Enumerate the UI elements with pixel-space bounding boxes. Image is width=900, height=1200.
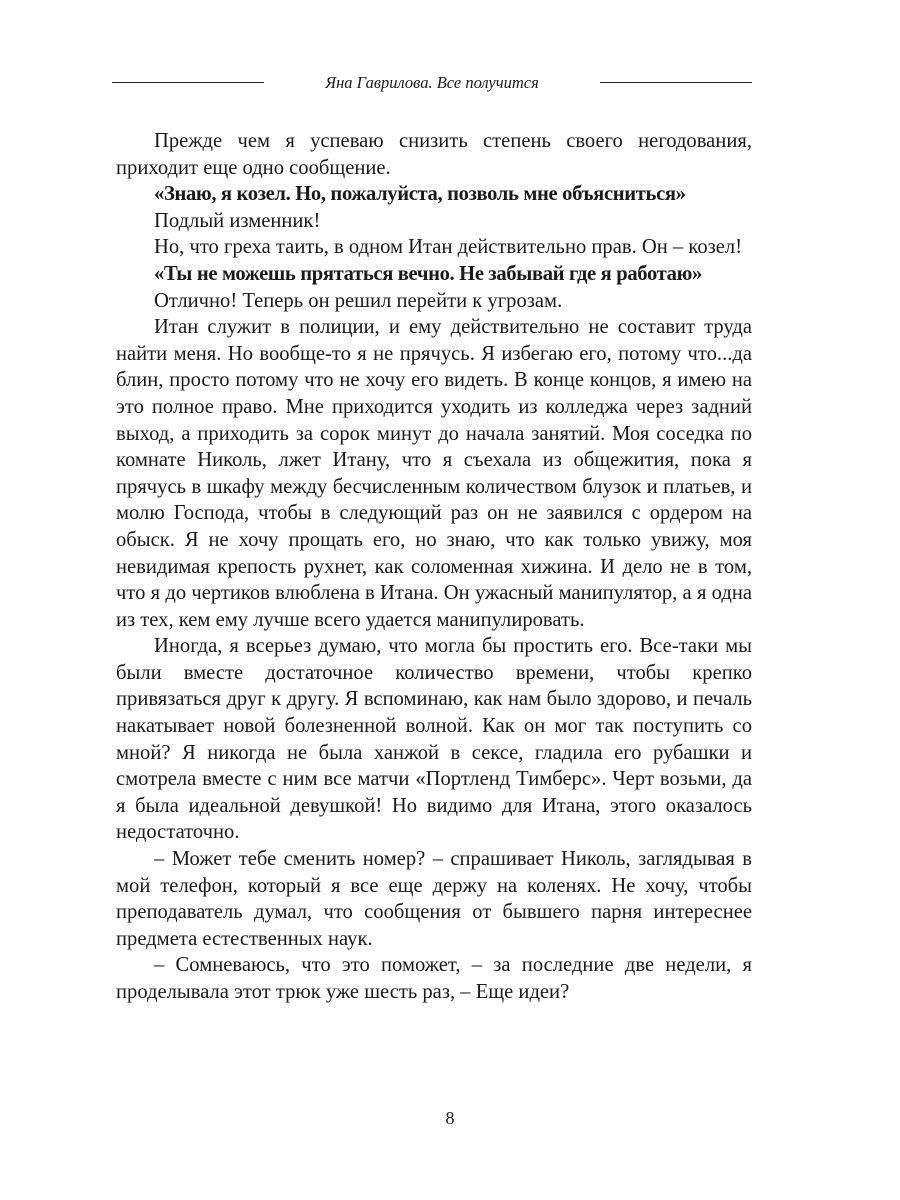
paragraph: Но, что греха таить, в одном Итан действительно прав. Он – козел! xyxy=(154,236,743,259)
paragraph: Итан служит в полиции, и ему действительно не составит труда найти меня. Но вообще-то я не прячусь. Я избегаю его, потому что...да блин, просто потому что не хочу его видеть. В конце концов, я имею на это полное право. Мне приходится уходить из колледжа через задний выход, а приходить за сорок минут до начала занятий. Моя соседка по комнате Николь, лжет Итану, что я съехала из общежития, пока я прячусь в шкафу между бесчисленным количеством блузок и платьев, и молю Господа, чтобы в следующий раз он не заявился с ордером на обыск. Я не хочу прощать его, но знаю, что как только увижу, моя невидимая крепость рухнет, как соломенная хижина. И дело не в том, что я до чертиков влюблена в Итана. Он ужасный манипулятор, а я одна из тех, кем ему лучше всего удается манипулировать. xyxy=(116,316,752,631)
running-header xyxy=(112,70,752,96)
paragraph: Прежде чем я успеваю снизить степень своего негодования, приходит еще одно сообщение. xyxy=(116,130,752,179)
running-title: Яна Гаврилова. Все получится xyxy=(325,73,539,92)
paragraph: Иногда, я всерьез думаю, что могла бы простить его. Все-таки мы были вместе достаточное количество времени, чтобы крепко привязаться друг к другу. Я вспоминаю, как нам было здорово, и печаль накатывает новой болезненной волной. Как он мог так поступить со мной? Я никогда не была ханжой в сексе, гладила его рубашки и смотрела вместе с ним все матчи «Портленд Тимберс». Черт возьми, да я была идеальной девушкой! Но видимо для Итана, этого оказалось недостаточно. xyxy=(116,635,752,844)
paragraph: Отлично! Теперь он решил перейти к угрозам. xyxy=(154,289,563,312)
text-message-quote: «Знаю, я козел. Но, пожалуйста, позволь мне объясниться» xyxy=(154,183,686,206)
text-message-quote: «Ты не можешь прятаться вечно. Не забывай где я работаю» xyxy=(154,262,702,285)
header-rule-right xyxy=(600,82,752,83)
header-rule-left xyxy=(112,82,264,83)
paragraph: – Сомневаюсь, что это поможет, – за последние две недели, я проделывала этот трюк уже шесть раз, – Еще идеи? xyxy=(116,954,752,1003)
page-number: 8 xyxy=(445,1108,455,1128)
body-text xyxy=(116,128,752,1006)
paragraph: – Может тебе сменить номер? – спрашивает Николь, заглядывая в мой телефон, который я все еще держу на коленях. Не хочу, чтобы преподаватель думал, что сообщения от бывшего парня интереснее предмета естественных наук. xyxy=(116,848,752,950)
paragraph: Подлый изменник! xyxy=(154,209,321,232)
